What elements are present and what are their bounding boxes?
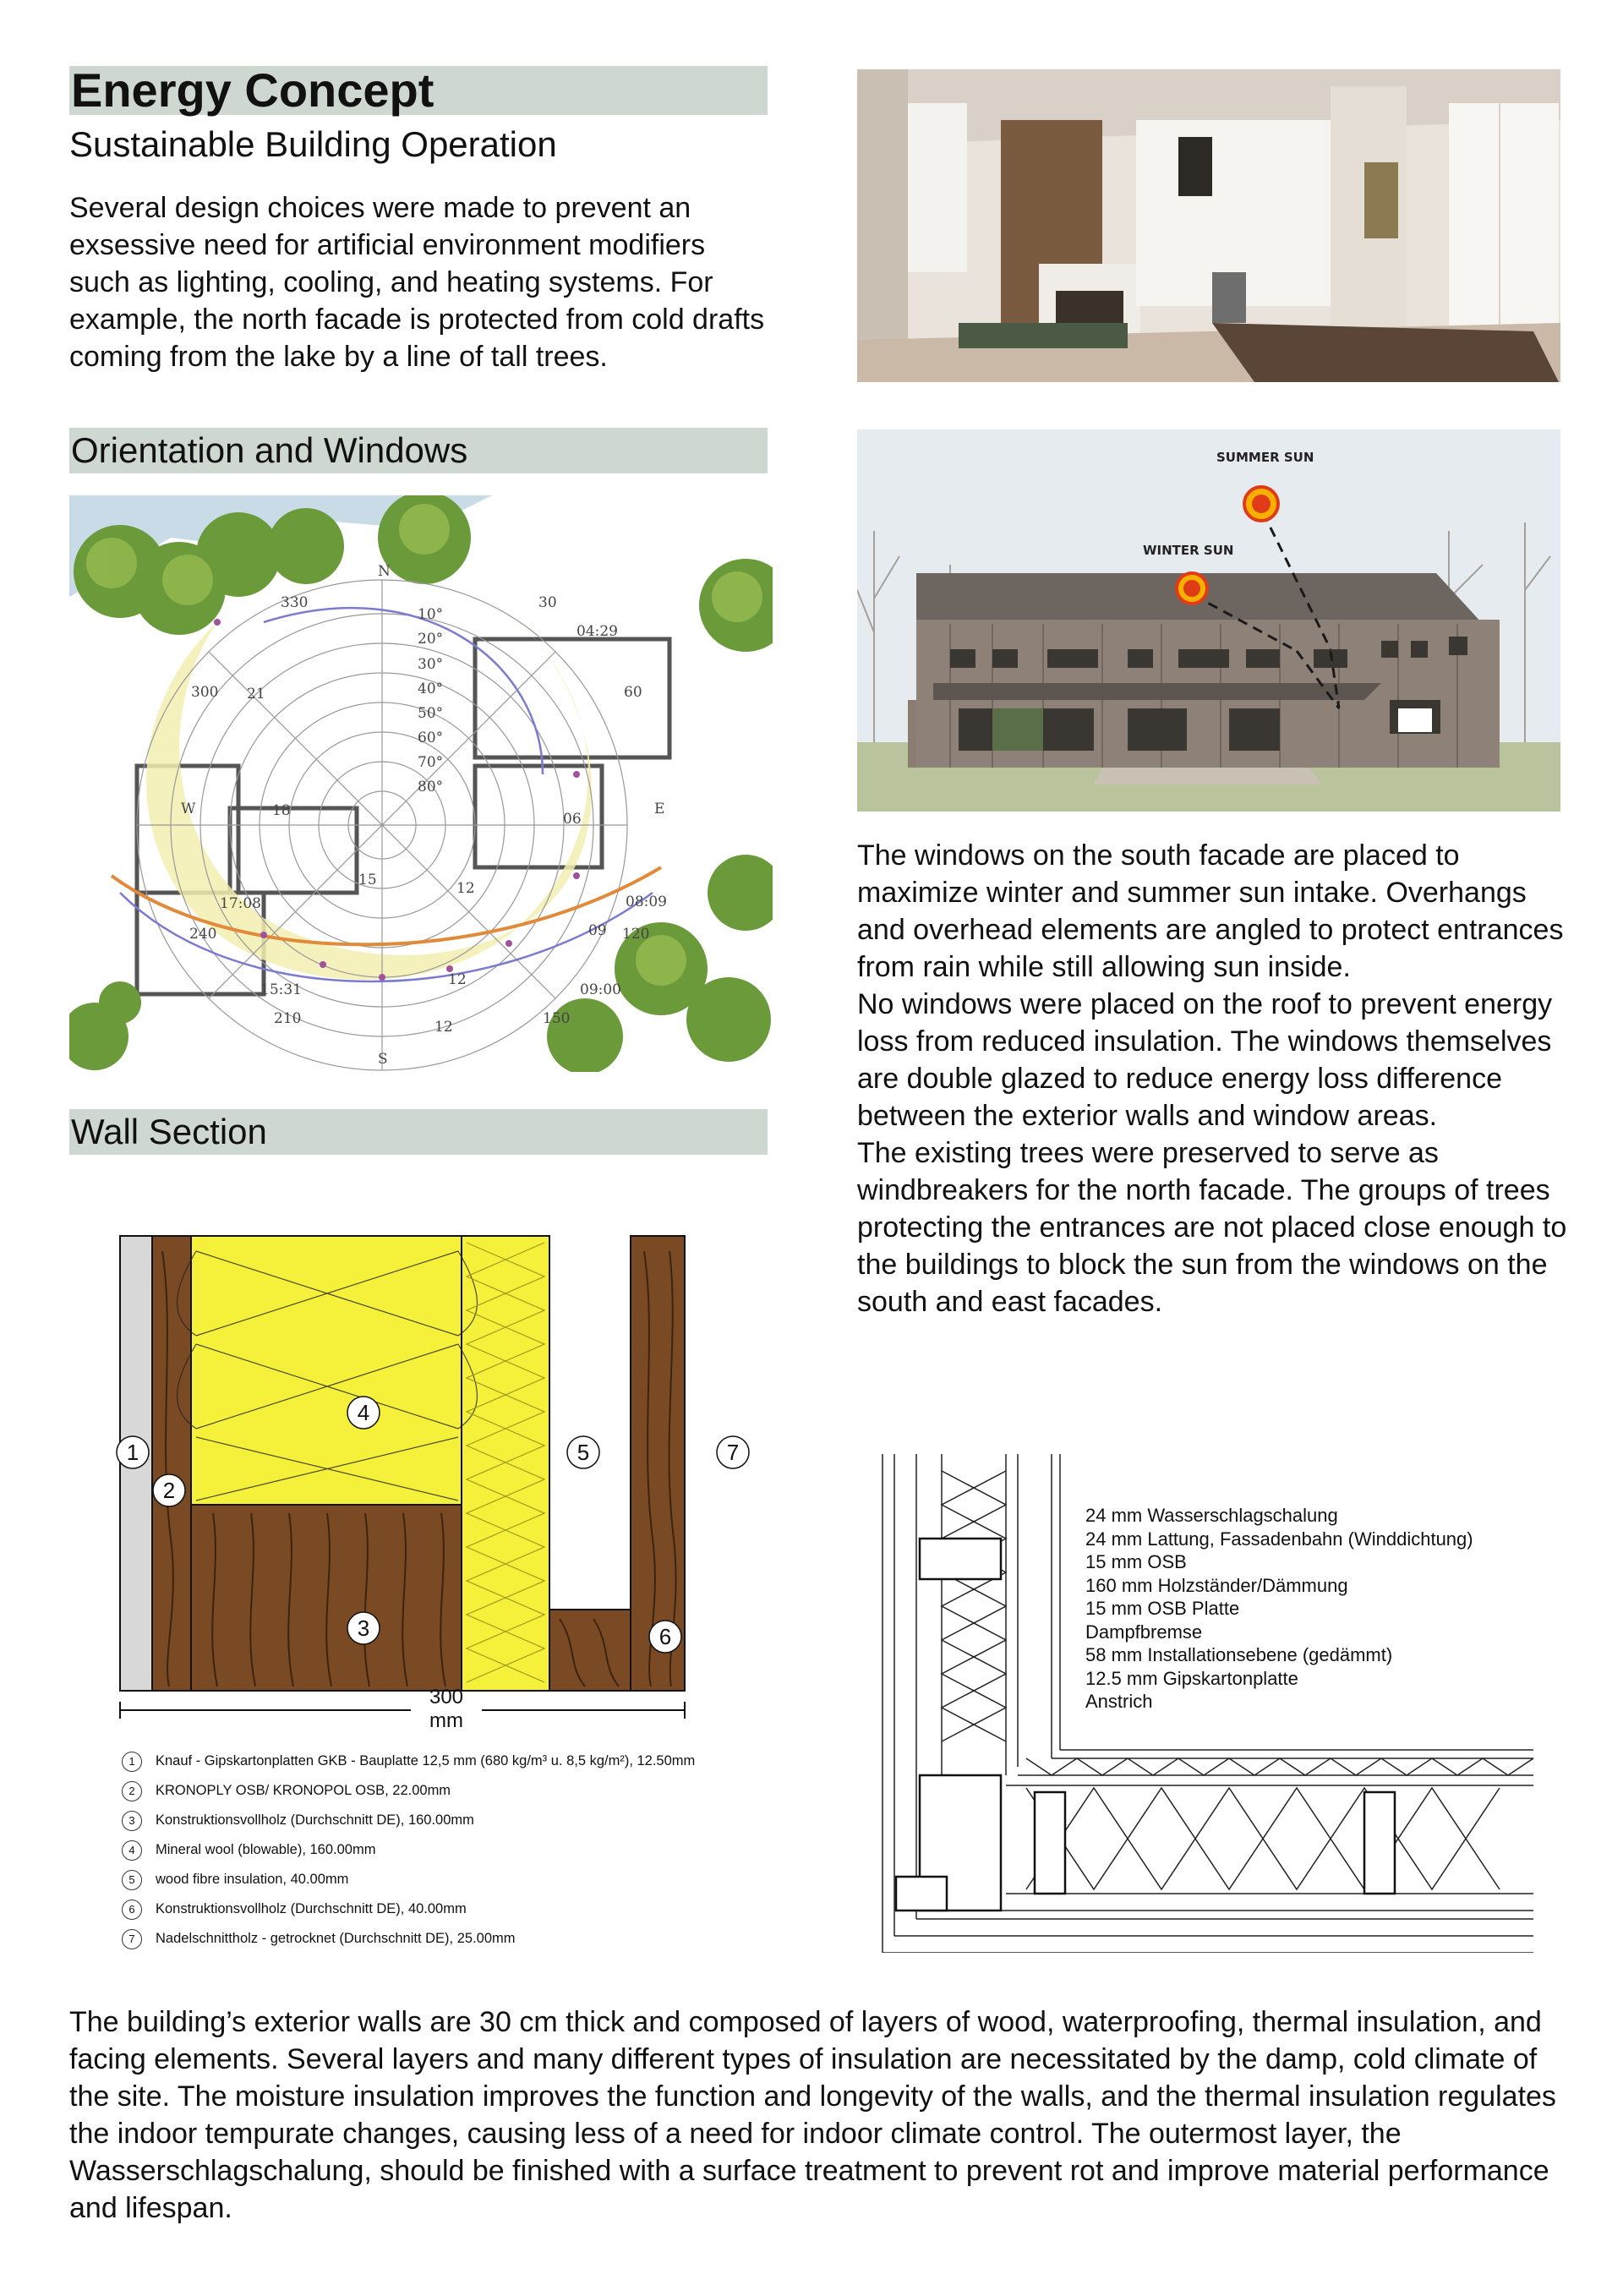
time-label: 15 bbox=[358, 872, 377, 888]
compass-east: E bbox=[654, 801, 665, 817]
intro-paragraph: Several design choices were made to prevent an exsessive need for artificial environment modifiers such as lighting, cooling, and heating systems. For example, the north facade is protected from cold drafts coming from the lake by a line of tall trees. bbox=[69, 192, 765, 373]
sun-path-diagram bbox=[69, 495, 773, 1072]
page-subtitle: Sustainable Building Operation bbox=[69, 124, 557, 164]
layer-item: 24 mm Wasserschlagschalung bbox=[1085, 1505, 1338, 1526]
marker-7 bbox=[717, 1436, 749, 1468]
time-label: 17:08 bbox=[220, 895, 261, 912]
altitude-label: 10° bbox=[418, 606, 444, 623]
azimuth-label: 150 bbox=[543, 1010, 571, 1027]
legend-item: 6 Konstruktionsvollholz (Durchschnitt DE), 40.00mm bbox=[122, 1894, 773, 1924]
legend-item: 7 Nadelschnittholz - getrocknet (Durchschnitt DE), 25.00mm bbox=[122, 1924, 773, 1954]
altitude-label: 80° bbox=[418, 779, 444, 795]
time-label: 21 bbox=[247, 686, 265, 702]
material-legend bbox=[122, 1747, 773, 1954]
azimuth-label: 330 bbox=[281, 594, 309, 611]
wall-section-heading: Wall Section bbox=[69, 1109, 768, 1155]
marker-5 bbox=[567, 1436, 599, 1468]
altitude-label: 60° bbox=[418, 730, 444, 746]
time-label: 12 bbox=[434, 1019, 453, 1036]
legend-item: 4 Mineral wool (blowable), 160.00mm bbox=[122, 1835, 773, 1865]
marker-3 bbox=[347, 1612, 380, 1644]
layer-item: 12.5 mm Gipskartonplatte bbox=[1085, 1667, 1298, 1689]
dimension-unit: mm bbox=[429, 1709, 463, 1732]
svg-text:1: 1 bbox=[126, 1440, 139, 1465]
summer-sun-icon bbox=[1244, 487, 1278, 521]
orientation-heading: Orientation and Windows bbox=[69, 428, 768, 473]
windows-paragraph: The existing trees were preserved to serve as windbreakers for the north facade. The groups of trees protecting the entrances are not placed close enough to the buildings to block the sun from the windows on the south and east facades. bbox=[857, 1137, 1567, 1318]
marker-4 bbox=[347, 1397, 380, 1429]
layer-item: 15 mm OSB Platte bbox=[1085, 1598, 1240, 1619]
windows-text bbox=[857, 837, 1576, 1320]
azimuth-label: 210 bbox=[274, 1010, 302, 1027]
layer-item: 15 mm OSB bbox=[1085, 1551, 1187, 1572]
time-label: 09:00 bbox=[580, 981, 621, 998]
conclusion-paragraph: The building’s exterior walls are 30 cm thick and composed of layers of wood, waterproofing, thermal insulation, and facing elements. Several layers and many different types of insulation are necessitated by the damp, cold climate of the site. The moisture insulation improves the function and longevity of the walls, and the thermal insulation regulates the indoor tempurate changes, causing less of a need for indoor climate control. The outermost layer, the Wasserschlagschalung, should be finished with a surface treatment to prevent rot and improve material performance and lifespan. bbox=[69, 2006, 1556, 2224]
altitude-label: 40° bbox=[418, 681, 444, 697]
windows-paragraph: No windows were placed on the roof to prevent energy loss from reduced insulation. The windows themselves are double glazed to reduce energy loss difference between the exterior walls and window areas. bbox=[857, 988, 1553, 1132]
svg-text:3: 3 bbox=[357, 1615, 370, 1641]
compass-south: S bbox=[378, 1051, 388, 1068]
svg-text:6: 6 bbox=[658, 1624, 672, 1649]
winter-sun-icon bbox=[1177, 573, 1207, 604]
dimension-value: 300 bbox=[429, 1686, 464, 1708]
altitude-label: 30° bbox=[418, 656, 444, 673]
legend-item: 5 wood fibre insulation, 40.00mm bbox=[122, 1865, 773, 1894]
svg-text:2: 2 bbox=[162, 1478, 176, 1503]
time-label: 08:09 bbox=[626, 894, 667, 910]
marker-2 bbox=[153, 1474, 185, 1506]
altitude-label: 70° bbox=[418, 754, 444, 771]
azimuth-label: 240 bbox=[189, 926, 217, 943]
time-label: 12 bbox=[456, 880, 475, 897]
svg-text:7: 7 bbox=[726, 1440, 740, 1465]
layer-item: Anstrich bbox=[1085, 1691, 1153, 1712]
legend-item: 2 KRONOPLY OSB/ KRONOPOL OSB, 22.00mm bbox=[122, 1776, 773, 1806]
compass-north: N bbox=[378, 563, 391, 580]
azimuth-label: 30 bbox=[538, 594, 557, 611]
layer-item: 58 mm Installationsebene (gedämmt) bbox=[1085, 1644, 1393, 1665]
windows-paragraph: The windows on the south facade are placed to maximize winter and summer sun intake. Overhangs and overhead elements are angled to protect entrances from rain while still allowing sun inside. bbox=[857, 839, 1564, 983]
svg-text:5: 5 bbox=[577, 1440, 590, 1465]
time-label: 04:29 bbox=[577, 623, 618, 640]
construction-layer-list bbox=[1085, 1504, 1559, 1714]
azimuth-label: 60 bbox=[624, 684, 642, 701]
time-label: 09 bbox=[588, 922, 607, 939]
layer-item: 24 mm Lattung, Fassadenbahn (Winddichtung) bbox=[1085, 1528, 1473, 1550]
compass-west: W bbox=[181, 801, 196, 817]
altitude-label: 20° bbox=[418, 631, 444, 648]
page-title: Energy Concept bbox=[69, 66, 768, 115]
marker-1 bbox=[117, 1436, 149, 1468]
south-elevation-rendering bbox=[857, 429, 1560, 812]
layer-item: 160 mm Holzständer/Dämmung bbox=[1085, 1574, 1348, 1596]
winter-sun-label: WINTER SUN bbox=[1143, 543, 1234, 558]
azimuth-label: 120 bbox=[622, 926, 650, 943]
time-label: 18 bbox=[272, 802, 291, 819]
layer-item: Dampfbremse bbox=[1085, 1621, 1203, 1643]
time-label: 12 bbox=[448, 971, 467, 988]
azimuth-label: 300 bbox=[191, 684, 219, 701]
altitude-label: 50° bbox=[418, 705, 444, 722]
wall-section-drawing bbox=[69, 1217, 773, 1741]
marker-6 bbox=[649, 1621, 681, 1653]
legend-item: 3 Konstruktionsvollholz (Durchschnitt DE), 160.00mm bbox=[122, 1806, 773, 1835]
time-label: 15:31 bbox=[260, 981, 302, 998]
svg-text:4: 4 bbox=[357, 1400, 370, 1425]
legend-item: 1 Knauf - Gipskartonplatten GKB - Bauplatte 12,5 mm (680 kg/m³ u. 8,5 kg/m²), 12.50mm bbox=[122, 1747, 773, 1776]
time-label: 06 bbox=[563, 811, 582, 828]
interior-rendering bbox=[857, 69, 1560, 382]
summer-sun-label: SUMMER SUN bbox=[1216, 450, 1314, 465]
